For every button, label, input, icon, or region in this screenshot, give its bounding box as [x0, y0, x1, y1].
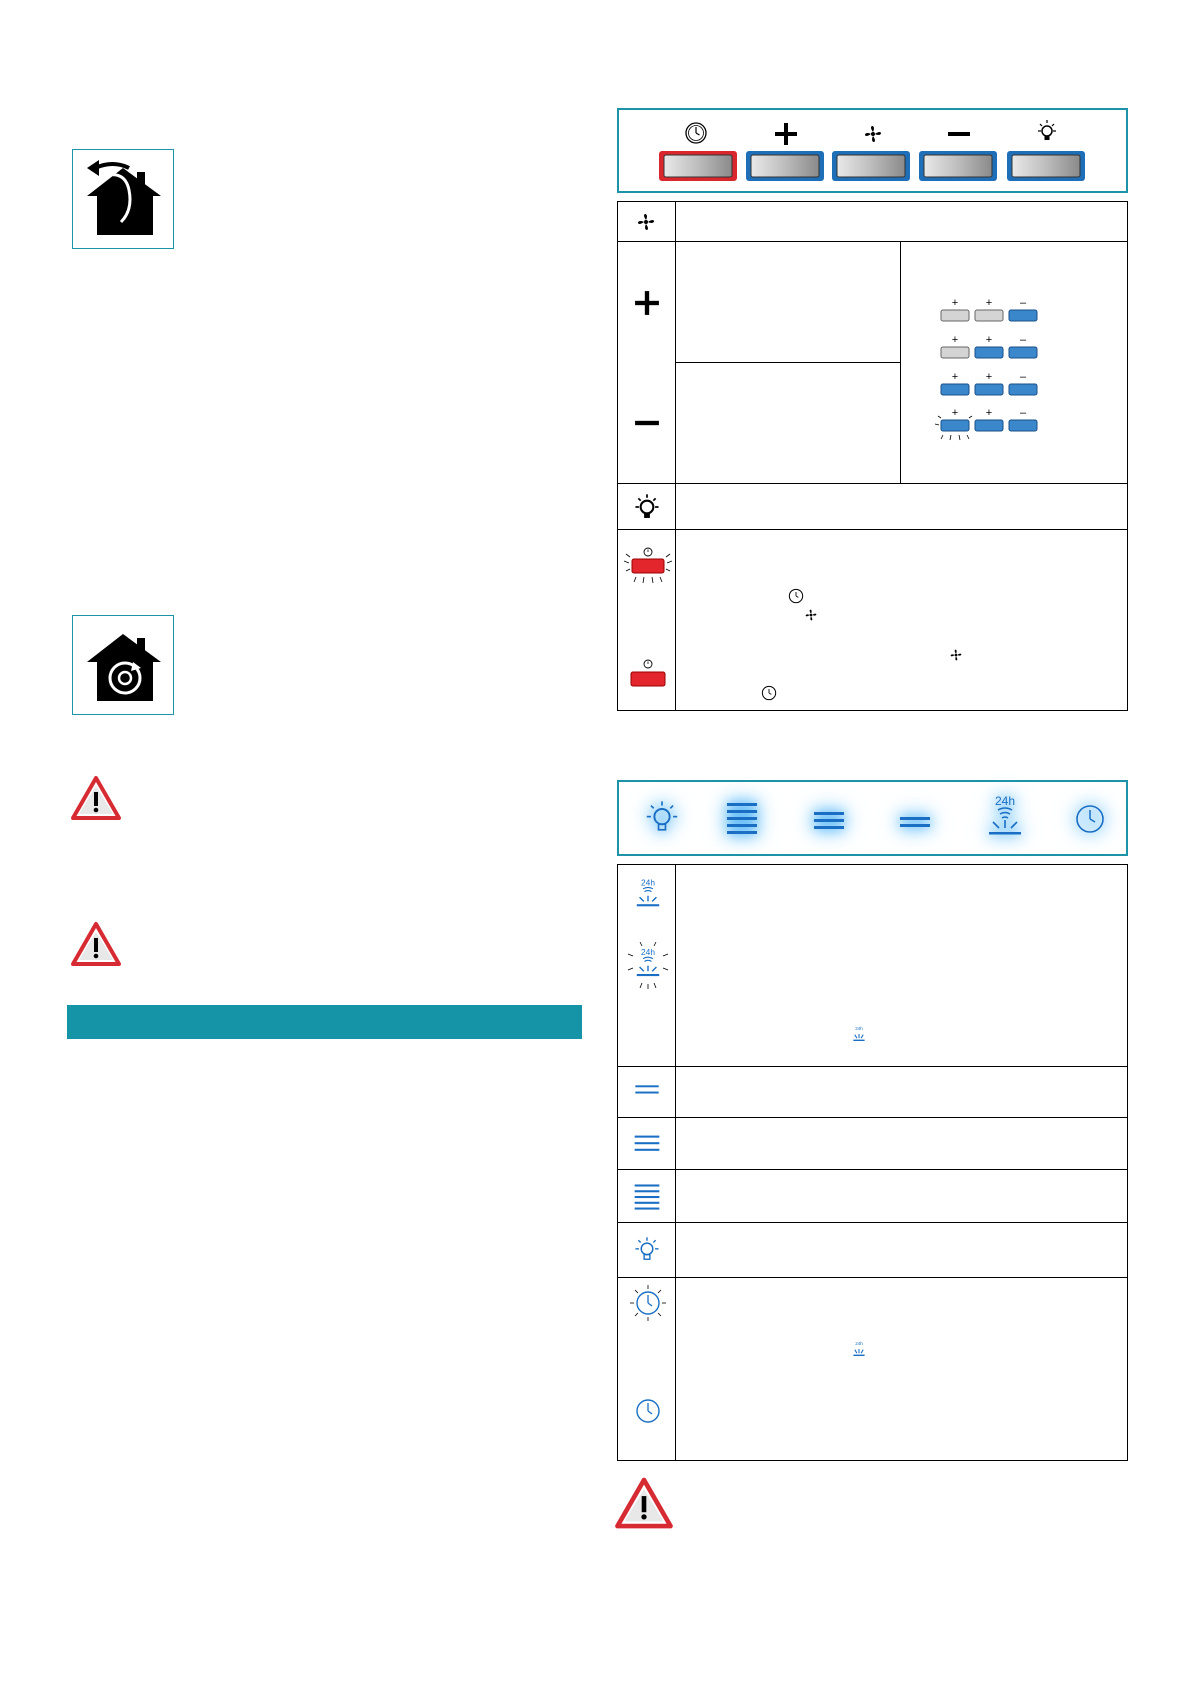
fan-icon — [861, 122, 885, 146]
light-icon[interactable] — [644, 800, 680, 836]
timer-icon — [788, 588, 804, 604]
speed-2-icon[interactable] — [812, 809, 846, 833]
speed-indicator-group — [938, 298, 1088, 448]
24h-recirculation-icon — [852, 1340, 866, 1358]
timer-blinking-red-icon — [622, 547, 674, 587]
svg-text:24h: 24h — [641, 947, 655, 958]
svg-text:24h: 24h — [855, 1026, 863, 1032]
mode-icon-box-2 — [72, 615, 174, 715]
warning-triangle-icon — [614, 1476, 674, 1530]
svg-text:–: – — [1019, 371, 1027, 383]
light-icon — [1034, 118, 1060, 144]
minus-icon — [634, 410, 660, 436]
function-table-b — [617, 864, 1128, 1461]
speed-indicator-4 — [938, 408, 1058, 442]
label-24h: 24h — [994, 794, 1016, 808]
plus-icon — [634, 290, 660, 316]
timer-button[interactable] — [658, 150, 738, 182]
timer-icon[interactable] — [1074, 803, 1106, 835]
svg-text:+: + — [951, 371, 959, 383]
speed-1-icon[interactable] — [898, 814, 932, 832]
plus-button[interactable] — [745, 150, 825, 182]
plus-icon — [774, 122, 798, 146]
fan-icon — [803, 607, 819, 623]
speed-indicator-1 — [938, 298, 1058, 324]
section-header-bar — [67, 1005, 582, 1039]
svg-text:–: – — [1019, 334, 1027, 346]
24h-recirculation-icon — [852, 1025, 866, 1043]
speed-3-icon[interactable] — [725, 800, 759, 834]
warning-triangle-icon — [70, 775, 122, 821]
speed-2-icon — [633, 1133, 661, 1153]
light-icon — [632, 492, 662, 522]
timer-blinking-icon — [628, 1283, 668, 1323]
control-panel-a — [617, 108, 1128, 193]
minus-button[interactable] — [918, 150, 998, 182]
timer-icon — [761, 685, 777, 701]
24h-recirculation-icon[interactable] — [985, 792, 1025, 840]
speed-indicator-2 — [938, 335, 1058, 361]
speed-indicator-3 — [938, 372, 1058, 398]
house-recirculation-circle-icon — [73, 616, 173, 714]
svg-text:+: + — [951, 297, 959, 309]
svg-text:+: + — [951, 334, 959, 346]
fan-icon — [634, 210, 658, 234]
timer-icon — [634, 1397, 662, 1425]
svg-text:+: + — [985, 407, 993, 419]
function-table-a — [617, 201, 1128, 711]
svg-text:24h: 24h — [855, 1341, 863, 1347]
svg-text:–: – — [1019, 297, 1027, 309]
svg-text:+: + — [985, 297, 993, 309]
24h-recirculation-icon — [634, 875, 662, 911]
fan-icon — [948, 647, 964, 663]
fan-button[interactable] — [831, 150, 911, 182]
light-icon — [632, 1235, 662, 1265]
light-button[interactable] — [1006, 150, 1086, 182]
section-header-text — [67, 1013, 77, 1030]
24h-recirculation-blinking-icon — [626, 940, 670, 990]
control-panel-b — [617, 780, 1128, 856]
speed-1-icon — [633, 1083, 661, 1097]
speed-3-icon — [633, 1182, 661, 1210]
svg-text:+: + — [951, 407, 959, 419]
house-recirculation-arrow-icon — [73, 150, 173, 248]
timer-icon — [684, 121, 708, 145]
svg-text:–: – — [1019, 407, 1027, 419]
svg-text:24h: 24h — [641, 877, 655, 888]
mode-icon-box-1 — [72, 149, 174, 249]
minus-icon — [947, 122, 971, 146]
warning-triangle-icon — [70, 921, 122, 967]
svg-text:+: + — [985, 371, 993, 383]
timer-red-icon — [628, 659, 668, 689]
svg-text:+: + — [985, 334, 993, 346]
